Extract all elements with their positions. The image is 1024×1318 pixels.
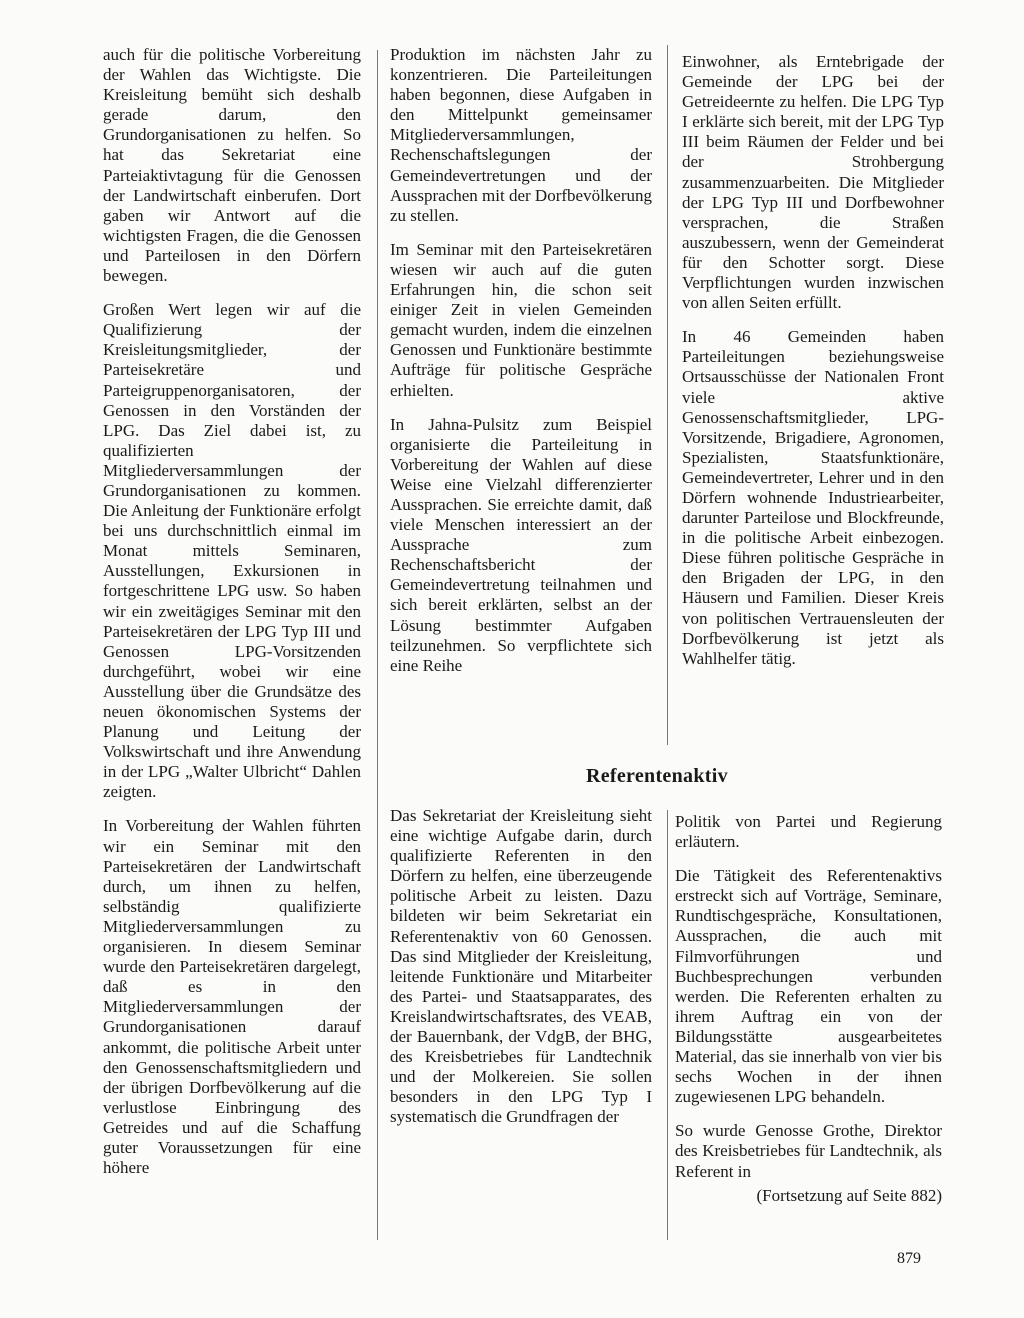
paragraph: In 46 Gemeinden haben Parteileitungen beziehungsweise Ortsausschüsse der Nationalen Front viele aktive Genossenschaftsmitglieder, LPG-Vorsitzende, Brigadiere, Agronomen, Spezialisten, Staatsfunktionäre, Gemeindevertreter, Lehrer und in den Dörfern wohnende Industriearbeiter, darunter Parteilose und Blockfreunde, in die politische Arbeit einbezogen. Diese führen politische Gespräche in den Brigaden der LPG, in den Häusern und Familien. Dieser Kreis von politischen Vertrauensleuten der Dorfbevölkerung ist jetzt als Wahlhelfer tätig. — [682, 327, 944, 668]
paragraph: Die Tätigkeit des Referentenaktivs erstreckt sich auf Vorträge, Seminare, Rundtischgespräche, Konsultationen, Aussprachen, die auch mit Filmvorführungen und Buchbesprechungen verbunden werden. Die Referenten erhalten zu ihrem Auftrag ein von der Bildungsstätte ausgearbeitetes Material, das sie innerhalb von vier bis sechs Wochen in der ihnen zugewiesenen LPG behandeln. — [675, 866, 942, 1107]
page-number: 879 — [897, 1250, 921, 1267]
section-heading: Referentenaktiv — [586, 765, 728, 787]
paragraph: Einwohner, als Erntebrigade der Gemeinde der LPG bei der Getreideernte zu helfen. Die LPG Typ I erklärte sich bereit, mit der LPG Typ III beim Räumen der Felder und bei der Strohbergung zusammenzuarbeiten. Die Mitglieder der LPG Typ III und Dorfbewohner versprachen, die Straßen auszubessern, wenn der Gemeinderat für den Schotter sorgt. Diese Verpflichtungen wurden inzwischen von allen Seiten erfüllt. — [682, 52, 944, 313]
paragraph: Großen Wert legen wir auf die Qualifizierung der Kreisleitungsmitglieder, der Parteisekretäre und Parteigruppenorganisatoren, der Genossen in den Vorständen der LPG. Das Ziel dabei ist, zu qualifizierten Mitgliederversammlungen der Grundorganisationen zu kommen. Die Anleitung der Funktionäre erfolgt bei uns durchschnittlich einmal im Monat mittels Seminaren, Ausstellungen, Exkursionen in fortgeschrittene LPG usw. So haben wir ein zweitägiges Seminar mit den Parteisekretären der LPG Typ III und Genossen LPG-Vorsitzenden durchgeführt, wobei wir eine Ausstellung über die Grundsätze des neuen ökonomischen Systems der Planung und Leitung der Volkswirtschaft und ihre Anwendung in der LPG „Walter Ulbricht“ Dahlen zeigten. — [103, 300, 361, 802]
paragraph: So wurde Genosse Grothe, Direktor des Kreisbetriebes für Landtechnik, als Referent in — [675, 1121, 942, 1181]
paragraph: Produktion im nächsten Jahr zu konzentrieren. Die Parteileitungen haben begonnen, diese Aufgaben in den Mittelpunkt gemeinsamer Mitgliederversammlungen, Rechenschaftslegungen der Gemeindevertretungen und der Aussprachen mit der Dorfbevölkerung zu stellen. — [390, 45, 653, 225]
continuation-note: (Fortsetzung auf Seite 882) — [756, 1185, 942, 1205]
column-divider — [667, 45, 668, 745]
paragraph: auch für die politische Vorbereitung der Wahlen das Wichtigste. Die Kreisleitung bemüht sich deshalb gerade darum, den Grundorganisationen zu helfen. So hat das Sekretariat eine Parteiaktivtagung für die Genossen der Landwirtschaft einberufen. Dort gaben wir Antwort auf die wichtigsten Fragen, die die Genossen und Parteilosen in den Dörfern bewegen. — [103, 45, 361, 286]
paragraph: Das Sekretariat der Kreisleitung sieht eine wichtige Aufgabe darin, durch qualifizierte Referenten in den Dörfern zu helfen, eine überzeugende politische Arbeit zu leisten. Dazu bildeten wir beim Sekretariat ein Referentenaktiv von 60 Genossen. Das sind Mitglieder der Kreisleitung, leitende Funktionäre und Mitarbeiter des Partei- und Staatsapparates, des Kreislandwirtschaftsrates, des VEAB, der Bauernbank, der VdgB, der BHG, des Kreisbetriebes für Landtechnik und der Molkereien. Sie sollen besonders in den LPG Typ I systematisch die Grundfragen der — [390, 806, 652, 1127]
column-divider — [377, 50, 378, 1240]
paragraph: Im Seminar mit den Parteisekretären wiesen wir auch auf die guten Erfahrungen hin, die schon seit einiger Zeit in vielen Gemeinden gemacht wurden, indem die einzelnen Genossen und Funktionäre bestimmte Aufträge für politische Gespräche erhielten. — [390, 239, 652, 400]
column-2 — [390, 45, 652, 690]
column-divider — [667, 810, 668, 1240]
section-column-2 — [390, 806, 652, 1142]
paragraph: Politik von Partei und Regierung erläutern. — [675, 812, 942, 852]
column-3 — [682, 52, 944, 683]
column-1 — [103, 45, 361, 1192]
section-column-3 — [675, 812, 942, 1206]
paragraph: In Jahna-Pulsitz zum Beispiel organisierte die Parteileitung in Vorbereitung der Wahlen auf diese Weise eine Vielzahl differenzierter Aussprachen. Sie erreichte damit, daß viele Menschen interessiert an der Aussprache zum Rechenschaftsbericht der Gemeindevertretung teilnahmen und sich bereit erklärten, selbst an der Lösung bestimmter Aufgaben teilzunehmen. So verpflichtete sich eine Reihe — [390, 414, 652, 675]
paragraph: In Vorbereitung der Wahlen führten wir ein Seminar mit den Parteisekretären der Landwirtschaft durch, um ihnen zu helfen, selbständig qualifizierte Mitgliederversammlungen zu organisieren. In diesem Seminar wurde den Parteisekretären dargelegt, daß es in den Mitgliederversammlungen der Grundorganisationen darauf ankommt, die politische Arbeit unter den Genossenschaftsmitgliedern und der übrigen Dorfbevölkerung auf die verlustlose Einbringung des Getreides und auf die Schaffung guter Voraussetzungen für eine höhere — [103, 816, 361, 1178]
